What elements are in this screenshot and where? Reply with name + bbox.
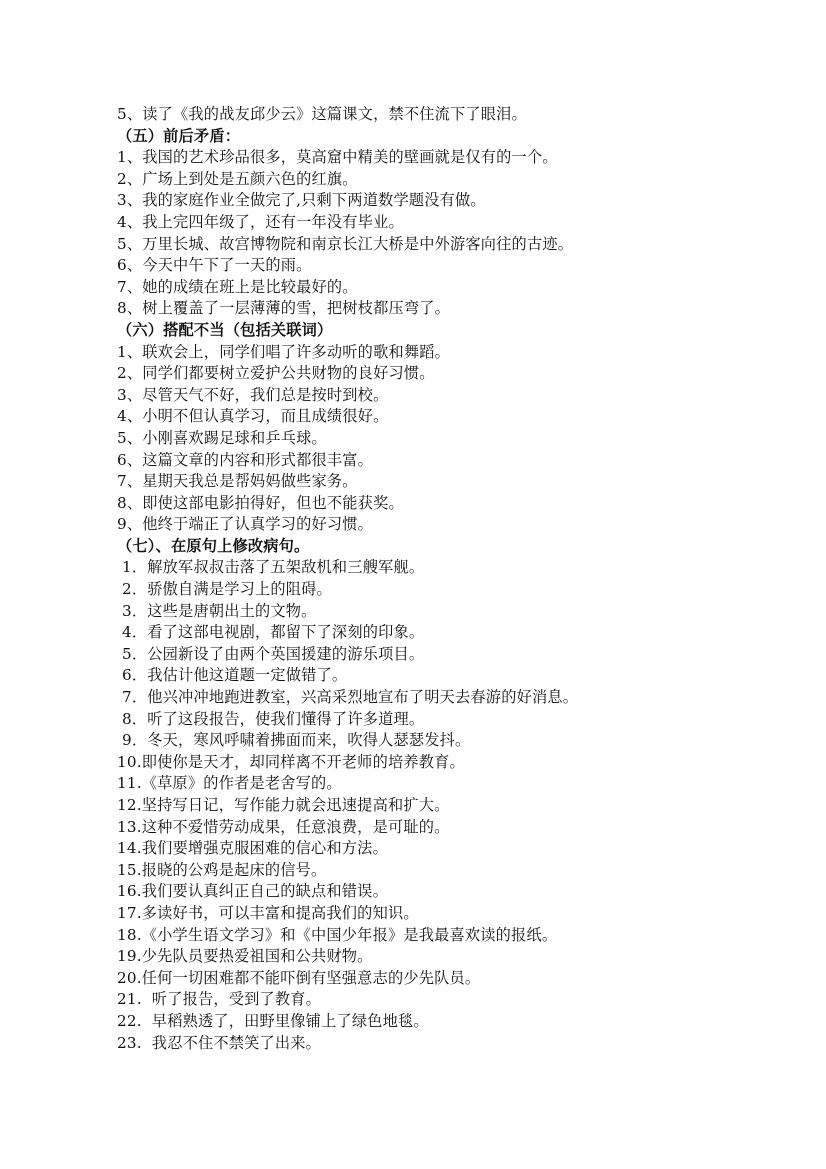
list-item: 5、读了《我的战友邱少云》这篇课文，禁不住流下了眼泪。: [117, 105, 527, 123]
list-item: 3．这些是唐朝出土的文物。: [117, 601, 317, 620]
section-heading: （五）前后矛盾：: [117, 126, 241, 145]
document-body: [117, 104, 717, 1054]
list-item: 3、我的家庭作业全做完了,只剩下两道数学题没有做。: [117, 191, 486, 210]
list-item: 20.任何一切困难都不能吓倒有坚强意志的少先队员。: [117, 968, 481, 987]
list-item: 13.这种不爱惜劳动成果，任意浪费，是可耻的。: [117, 817, 450, 836]
list-item: 21. 听了报告，受到了教育。: [117, 990, 322, 1009]
list-item: 4、我上完四年级了，还有一年没有毕业。: [117, 212, 404, 231]
list-item: 7、星期天我总是帮妈妈做些家务。: [117, 472, 358, 491]
list-item: 9、他终于端正了认真学习的好习惯。: [117, 515, 374, 534]
list-item: 9．冬天，寒风呼啸着拂面而来，吹得人瑟瑟发抖。: [117, 731, 471, 750]
list-item: 16.我们要认真纠正自己的缺点和错误。: [117, 882, 388, 901]
section-heading: （七）、在原句上修改病句。: [117, 536, 310, 555]
list-item: 19.少先队员要热爱祖国和公共财物。: [117, 947, 373, 966]
list-item: 18.《小学生语文学习》和《中国少年报》是我最喜欢读的报纸。: [117, 925, 558, 944]
list-item: 8、即使这部电影拍得好，但也不能获奖。: [117, 493, 404, 512]
list-item: 5．公园新设了由两个英国援建的游乐项目。: [117, 644, 425, 663]
list-item: 7、她的成绩在班上是比较最好的。: [117, 277, 358, 296]
list-item: 5、万里长城、故宫博物院和南京长江大桥是中外游客向往的古迹。: [117, 234, 574, 253]
list-item: 6、这篇文章的内容和形式都很丰富。: [117, 450, 374, 469]
list-item: 15.报晓的公鸡是起床的信号。: [117, 860, 327, 879]
list-item: 14.我们要增强克服困难的信心和方法。: [117, 839, 388, 858]
list-item: 8．听了这段报告，使我们懂得了许多道理。: [117, 709, 425, 728]
list-item: 12.坚持写日记，写作能力就会迅速提高和扩大。: [117, 796, 450, 814]
list-item: 17.多读好书，可以丰富和提高我们的知识。: [117, 903, 419, 922]
list-item: 10.即使你是天才，却同样离不开老师的培养教育。: [117, 752, 465, 771]
list-item: 7．他兴冲冲地跑进教室，兴高采烈地宣布了明天去春游的好消息。: [117, 688, 579, 707]
list-item: 1、联欢会上，同学们唱了许多动听的歌和舞蹈。: [117, 342, 451, 361]
list-item: 11.《草原》的作者是老舍写的。: [117, 774, 342, 793]
list-item: 1、我国的艺术珍品很多，莫高窟中精美的壁画就是仅有的一个。: [117, 148, 558, 167]
list-item: 6、今天中午下了一天的雨。: [117, 256, 312, 275]
section-heading: （六）搭配不当（包括关联词）: [117, 320, 333, 339]
list-item: 8、树上覆盖了一层薄薄的雪，把树枝都压弯了。: [117, 299, 451, 318]
list-item: 1．解放军叔叔击落了五架敌机和三艘军舰。: [117, 558, 425, 577]
list-item: 5、小刚喜欢踢足球和乒乓球。: [117, 428, 327, 447]
list-item: 2、同学们都要树立爱护公共财物的良好习惯。: [117, 364, 435, 383]
list-item: 6．我估计他这道题一定做错了。: [117, 666, 348, 685]
list-item: 23. 我忍不住不禁笑了出来。: [117, 1033, 322, 1052]
list-item: 4、小明不但认真学习，而且成绩很好。: [117, 407, 389, 426]
list-item: 22. 早稻熟透了，田野里像铺上了绿色地毯。: [117, 1011, 429, 1030]
list-item: 4．看了这部电视剧，都留下了深刻的印象。: [117, 623, 425, 642]
list-item: 2、广场上到处是五颜六色的红旗。: [117, 169, 358, 188]
list-item: 3、尽管天气不好，我们总是按时到校。: [117, 385, 389, 404]
list-item: 2．骄傲自满是学习上的阻碍。: [117, 580, 332, 599]
